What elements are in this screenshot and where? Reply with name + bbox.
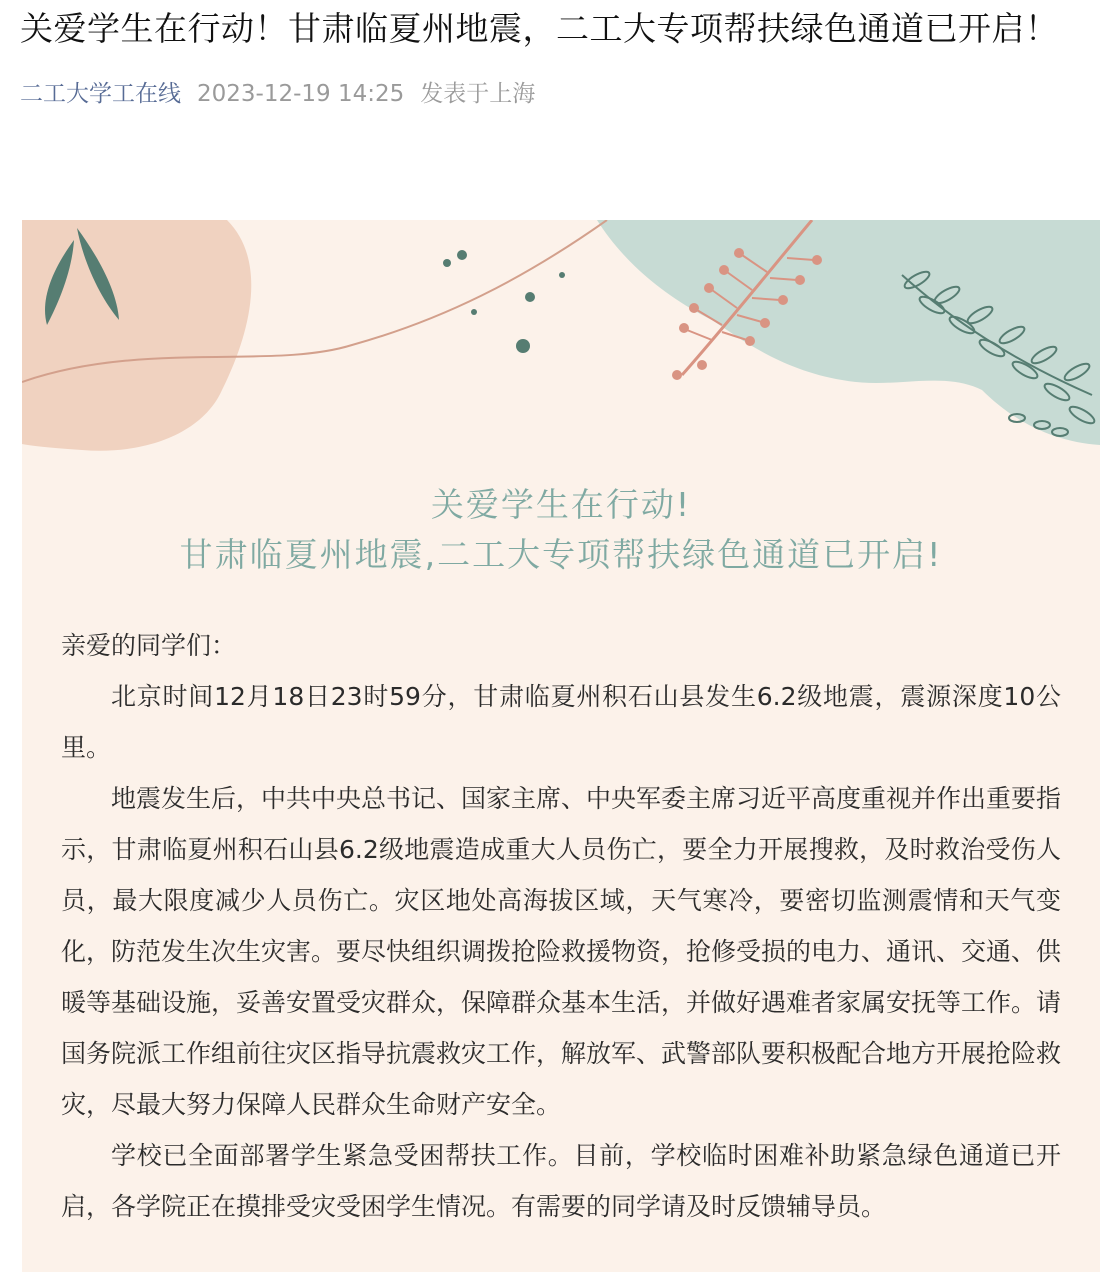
paragraph-instructions: 地震发生后，中共中央总书记、国家主席、中央军委主席习近平高度重视并作出重要指示，甘肃临夏州积石山县6.2级地震造成重大人员伤亡，要全力开展搜救，及时救治受伤人员，最大限度减少人员伤亡。灾区地处高海拔区域，天气寒冷，要密切监测震情和天气变化，防范发生次生灾害。要尽快组织调拨抢险救援物资，抢修受损的电力、通讯、交通、供暖等基础设施，妥善安置受灾群众，保障群众基本生活，并做好遇难者家属安抚等工作。请国务院派工作组前往灾区指导抗震救灾工作，解放军、武警部队要积极配合地方开展抢险救灾，尽最大努力保障人民群众生命财产安全。 xyxy=(61,784,1062,1119)
dot-shape xyxy=(559,272,565,278)
floral-decoration xyxy=(22,220,1100,460)
dot-shape xyxy=(457,250,467,260)
poster-body xyxy=(61,620,1061,1232)
dot-shape xyxy=(516,339,530,353)
dot-shape xyxy=(471,309,477,315)
poster-heading xyxy=(22,480,1100,580)
sage-blob-shape xyxy=(597,220,1100,445)
dot-shape xyxy=(443,259,451,267)
peach-blob-shape xyxy=(22,220,251,451)
greeting-text: 亲爱的同学们： xyxy=(61,631,237,660)
paragraph-earthquake-info: 北京时间12月18日23时59分，甘肃临夏州积石山县发生6.2级地震，震源深度10公里。 xyxy=(61,682,1061,762)
poster-heading-line1: 关爱学生在行动! xyxy=(430,485,692,524)
publish-time: 2023-12-19 14:25 xyxy=(197,81,405,107)
article-meta xyxy=(20,79,1090,109)
article-title: 关爱学生在行动！甘肃临夏州地震，二工大专项帮扶绿色通道已开启！ xyxy=(20,9,1059,48)
paragraph-school-support: 学校已全面部署学生紧急受困帮扶工作。目前，学校临时困难补助紧急绿色通道已开启，各学院正在摸排受灾受困学生情况。有需要的同学请及时反馈辅导员。 xyxy=(61,1141,1061,1221)
article-poster-image xyxy=(22,220,1100,1272)
poster-heading-line2: 甘肃临夏州地震,二工大专项帮扶绿色通道已开启! xyxy=(179,535,943,574)
account-name-link[interactable]: 二工大学工在线 xyxy=(20,81,181,107)
article-header xyxy=(20,0,1090,109)
publish-location: 发表于上海 xyxy=(420,81,536,107)
dot-shape xyxy=(525,292,535,302)
